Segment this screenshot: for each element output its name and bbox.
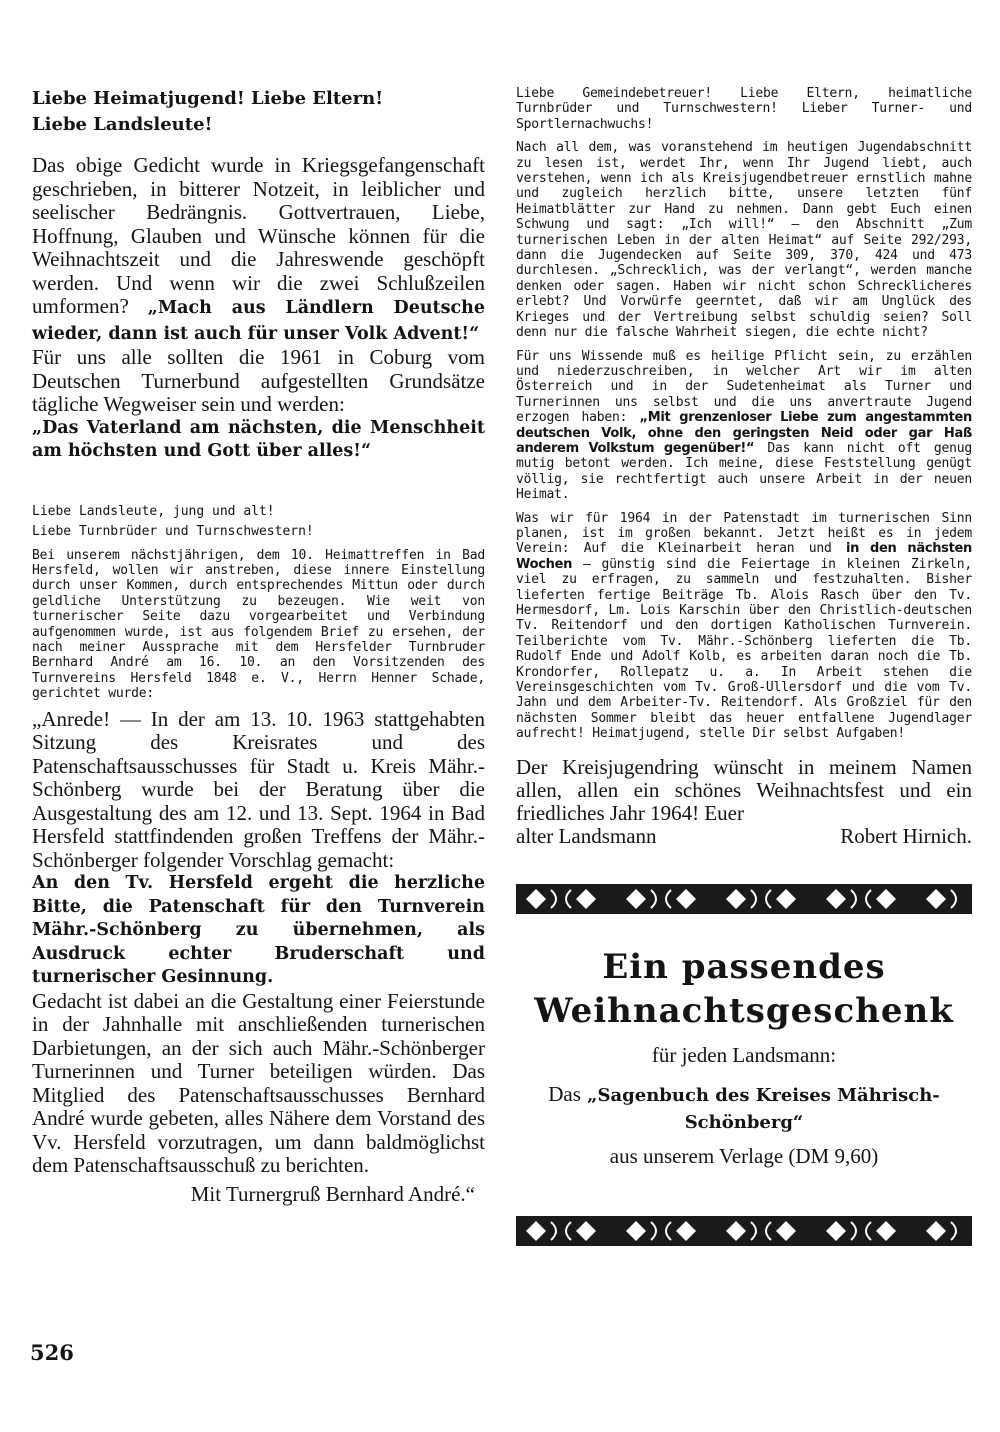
book-advertisement [516,945,972,1170]
letter-bold-request: An den Tv. Hersfeld ergeht die herzliche Bitte, die Patenschaft für den Turnverein Mähr.-Schönberg zu übernehmen, als Ausdruck echter Bruderschaft und turnerischer Gesinnung. [32,873,485,988]
ad-title-line-1: Ein passendes [602,946,886,987]
small-greeting-2: Liebe Turnbrüder und Turnschwestern! [32,523,314,539]
plan-paragraph [516,511,972,742]
plan-text-2: — günstig sind die Feiertage in kleinen Zirkeln, viel zu erfragen, zu sammeln und festzuhalten. Bisher lieferten fertige Beiträge Tb. Alois Rasch über den Tv. Hermesdorf, Lm. Lois Karschin über den Christlich-deutschen Tv. Reitendorf und den dortigen Katholischen Turnverein. Teilberichte vom Tv. Mähr.-Schönberg lieferten die Tb. Rudolf Ende und Adolf Kolb, es arbeiten daran noch die Tb. Krondorfer, Rollepatz u. a. In Arbeit stehen die Vereinsgeschichten vom Tv. Groß-Ullersdorf und die vom Tv. Jahn und dem Arbeiter-Tv. Reitendorf. Als Großziel für den nächsten Sommer bleibt das heuer entfallene Jugendlager aufrecht! Heimatjugend, stelle Dir selbst Aufgaben! [516,556,972,742]
pflicht-text-2: Das kann nicht oft genug mutig betont werden. Ich meine, diese Feststellung genügt völlig, sie rechtfertigt auch unsere Arbeit in der neuen Heimat. [516,440,972,503]
coburg-paragraph: Für uns alle sollten die 1961 in Coburg vom Deutschen Turnerbund aufgestellten Grundsätze tägliche Wegweiser sein und werden: [32,345,485,416]
closing-greeting: Der Kreisjugendring wünscht in meinem Namen allen, allen ein schönes Weihnachtsfest und ein friedliches Jahr 1964! Euer [516,754,972,825]
motto-quote: „Das Vaterland am nächsten, die Menschheit am höchsten und Gott über alles!“ [32,417,485,461]
pflicht-bold: „Mit grenzenloser Liebe zum angestammten deutschen Volk, ohne den geringsten Neid oder gar Haß anderem Volkstum gegenüber!“ [516,410,972,456]
page-number: 526 [30,1340,74,1365]
pflicht-text: Für uns Wissende muß es heilige Pflicht sein, zu erzählen und niederzuschreiben, in welcher Art wir im alten Österreich und in der Sudetenheimat als Turner und Turnerinnen uns selbst und die uns anvertraute Jugend erzogen haben: [516,348,972,426]
ornament-border-bottom [516,1216,972,1246]
closing-name: Robert Hirnich. [840,823,972,848]
letter-paragraph-1: „Anrede! — In der am 13. 10. 1963 stattgehabten Sitzung des Kreisrates und des Patenschaftsausschusses für Stadt u. Kreis Mähr.-Schönberg wurde bei der Beratung über die Ausgestaltung des am 12. und 13. Sept. 1964 in Bad Hersfeld stattfindenden großen Treffens der Mähr.-Schönberger folgender Vorschlag gemacht: [32,706,485,872]
heimattreffen-paragraph: Bei unserem nächstjährigen, dem 10. Heimattreffen in Bad Hersfeld, wollen wir anstreben, diese innere Einstellung durch unser Kommen, durch entsprechendes Mittun oder durch geldliche Unterstützung zu bezeugen. Wie weit von turnerischer Seite dazu vorgearbeitet und Verbindung aufgenommen wurde, ist aus folgendem Brief zu ersehen, der nach meiner Aussprache mit dem Hersfelder Turnbruder Bernhard André am 16. 10. an den Vorsitzenden des Turnvereins Hersfeld 1848 e. V., Herrn Henner Schade, gerichtet wurde: [32,547,485,702]
closing-left: alter Landsmann [516,823,657,848]
letter-paragraph-2: Gedacht ist dabei an die Gestaltung einer Feierstunde in der Jahnhalle mit anschließenden turnerischen Darbietungen, an der sich auch Mähr.-Schönberger Turnerinnen und Turner beteiligen würden. Das Mitglied des Patenschaftsausschusses Bernhard André wurde gebeten, alles Nähere dem Vorstand des Vv. Hersfeld vorzutragen, um dann baldmöglichst dem Patenschaftsausschuß zu berichten. [32,988,485,1178]
ad-title-line-2: Weihnachtsgeschenk [534,990,954,1031]
plan-bold: in den nächsten Wochen [516,541,973,572]
ad-book-prefix: Das [548,1081,581,1106]
ad-subtitle: für jeden Landsmann: [651,1042,837,1067]
plan-text: Was wir für 1964 in der Patenstadt im turnerischen Sinn planen, ist im großen bekannt. Jetzt heißt es in jedem Verein: Auf die Kleinarbeit heran und [516,510,972,557]
greeting-line-1: Liebe Heimatjugend! Liebe Eltern! [32,88,384,109]
letter-signature: Mit Turnergruß Bernhard André.“ [190,1181,475,1206]
right-column [516,86,972,1251]
pflicht-paragraph [516,349,972,503]
intro-text: Das obige Gedicht wurde in Kriegsgefangenschaft geschrieben, in bitterer Notzeit, in leiblicher und seelischer Bedrängnis. Gottvertrauen, Liebe, Hoffnung, Glauben und Wünsche können für die Weihnachtszeit und die Jahreswende geschöpft werden. Und wenn wir die zwei Schlußzeilen umformen? [32,153,485,318]
intro-paragraph [32,154,485,346]
jugend-paragraph: Nach all dem, was voranstehend im heutigen Jugendabschnitt zu lesen ist, werdet Ihr, wenn Ihr Jugend liebt, auch verstehen, wenn ich als Kreisjugendbetreuer ernstlich mahne und zugleich herzlich bitte, unsere letzten fünf Heimatblätter zur Hand zu nehmen. Dann gebt Euch einen Schwung und sagt: „Ich will!“ — den Abschnitt „Zum turnerischen Leben in der alten Heimat“ auf Seite 292/293, dann die Jugendecken auf Seite 309, 370, 424 und 473 durchlesen. „Schrecklich, was der verlangt“, werden manche denken oder sagen. Haben wir nicht schon Schrecklicheres erlebt? Und Vorwürfe geerntet, daß wir am Unglück des Krieges und der Vertreibung selbst schuldig seien? Soll denn nur die falsche Wahrheit siegen, die echte nicht? [516,140,972,341]
ad-book [516,1081,972,1136]
left-column [32,86,485,1206]
closing-signature [516,825,972,848]
ad-price: aus unserem Verlage (DM 9,60) [609,1143,879,1168]
address-greeting: Liebe Gemeindebetreuer! Liebe Eltern, heimatliche Turnbrüder und Turnschwestern! Lieber Turner- und Sportlernachwuchs! [516,86,972,132]
greeting-line-2: Liebe Landsleute! [32,114,213,135]
advent-quote: „Mach aus Ländlern Deutsche wieder, dann ist auch für unser Volk Advent!“ [32,298,485,344]
small-greeting-1: Liebe Landsleute, jung und alt! [32,503,275,519]
ad-book-title: „Sagenbuch des Kreises Mährisch-Schönberg“ [587,1084,940,1133]
ornament-border-top [516,884,972,914]
